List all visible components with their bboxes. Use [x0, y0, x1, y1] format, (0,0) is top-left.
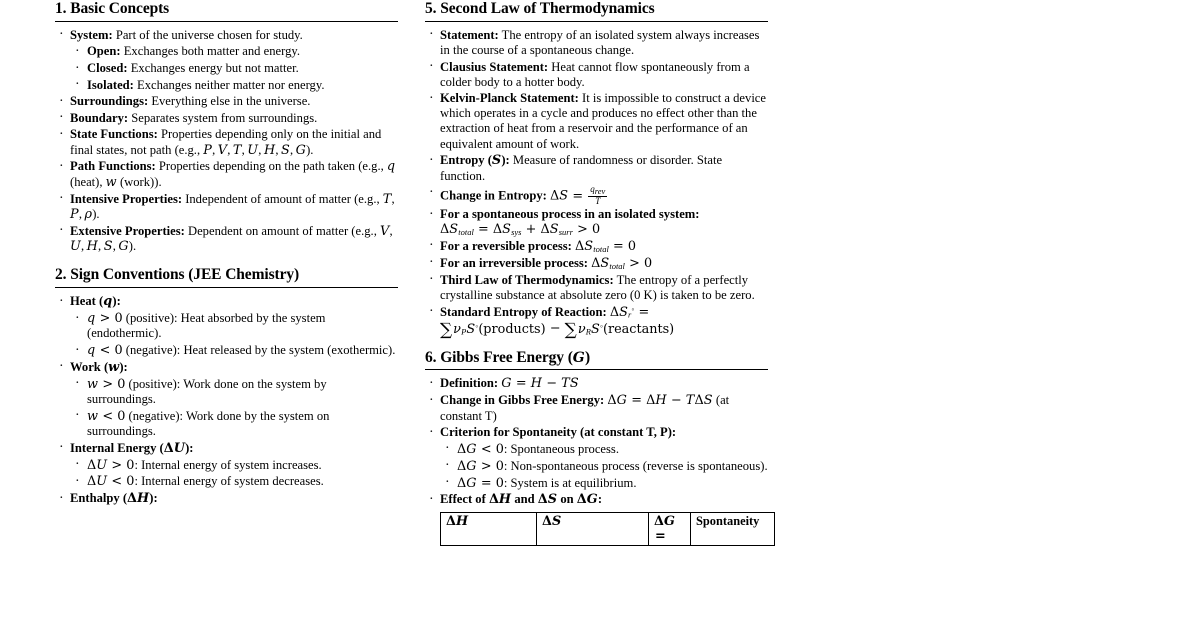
math-var: q	[386, 159, 396, 175]
math-var: T	[685, 393, 695, 409]
item-text: (positive): Work done on the system by surroundings.	[87, 376, 327, 407]
second-law-list	[425, 27, 768, 341]
subscript-sys: sys	[511, 226, 522, 237]
term-label: Boundary:	[70, 110, 129, 125]
comma: ,	[275, 142, 281, 157]
math-var: G	[616, 393, 628, 409]
math-delta: Δ	[607, 393, 617, 409]
term-label: Definition:	[440, 376, 499, 391]
math-var: G	[466, 441, 477, 457]
comma: ,	[389, 223, 396, 238]
item-text: (negative): Work done by the system on surroundings.	[87, 408, 330, 439]
math-var: w	[87, 408, 99, 424]
math-var: S	[547, 492, 558, 508]
comma: ,	[241, 142, 248, 157]
term-label: For a spontaneous process in an isolated system:	[440, 207, 700, 221]
math-minus: −	[546, 376, 557, 392]
math-delta: Δ	[446, 513, 456, 529]
list-item	[70, 474, 398, 489]
superscript-degree: ◦	[599, 320, 603, 331]
list-item	[55, 491, 398, 506]
term-label: Closed:	[87, 61, 128, 76]
item-text: (at constant T)	[440, 393, 730, 423]
math-var: H	[530, 376, 543, 392]
math-relation: >	[111, 457, 123, 473]
term-label: Standard Entropy of Reaction:	[440, 305, 607, 320]
term-label: Heat (q):	[70, 294, 121, 310]
term-label: Intensive Properties:	[70, 191, 183, 206]
math-nu: ν	[577, 321, 586, 337]
math-nu: ν	[453, 321, 462, 337]
section-gibbs-free-energy	[425, 349, 768, 547]
list-item	[70, 311, 398, 341]
item-text: It is impossible to construct a device which operates in a cycle and produces no effect other than the extraction of heat from a reservoir and the performance of an equivalent amount of work.	[440, 91, 766, 151]
item-text: : Non-spontaneous process (reverse is spontaneous).	[503, 458, 768, 473]
math-var: T	[232, 142, 242, 158]
heat-paren: (heat),	[70, 174, 106, 189]
math-var: V	[380, 223, 390, 239]
math-var: S	[559, 188, 569, 204]
math-var: H	[655, 393, 667, 409]
item-text: Properties depending on the path taken (e.g.,	[155, 159, 387, 174]
fraction-denominator: T	[588, 196, 607, 206]
list-item	[70, 44, 398, 59]
math-var: U	[70, 239, 81, 255]
list-item	[55, 360, 398, 439]
math-var: q	[87, 311, 96, 327]
subscript-R: R	[585, 326, 591, 337]
internal-energy-sub-list	[70, 458, 398, 490]
item-text: Heat cannot flow spontaneously from a colder body to a hotter body.	[440, 59, 750, 89]
list-item	[55, 192, 398, 223]
math-relation: <	[480, 441, 492, 457]
term-label: State Functions:	[70, 127, 158, 142]
item-text: Exchanges energy but not matter.	[127, 61, 299, 76]
math-var: S	[491, 153, 502, 169]
math-delta: Δ	[457, 458, 467, 474]
math-plus: +	[525, 222, 537, 238]
math-number: 0	[495, 458, 504, 474]
term-label: For a reversible process:	[440, 238, 572, 253]
term-label: Effect of ΔH and ΔS on ΔG:	[440, 492, 603, 508]
math-state-function-vars: P	[203, 142, 213, 158]
list-item	[70, 61, 398, 76]
spontaneity-sub-list	[440, 442, 768, 491]
math-var: H	[455, 513, 469, 529]
comma: ,	[78, 206, 85, 221]
term-label: Statement:	[440, 27, 499, 42]
gibbs-list	[425, 376, 768, 546]
math-delta: Δ	[87, 457, 97, 473]
math-delta: Δ	[457, 441, 467, 457]
math-var: H	[498, 492, 512, 508]
list-item	[440, 459, 768, 474]
heading-rule	[55, 21, 398, 22]
item-text: Exchanges both matter and energy.	[120, 44, 300, 59]
math-var: H	[263, 142, 276, 158]
item-text: The entropy of a perfectly crystalline substance at absolute zero (0 K) is taken to be zero.	[440, 272, 755, 302]
item-text: : Spontaneous process.	[503, 441, 619, 456]
effect-table	[440, 512, 775, 547]
subscript-total: total	[458, 226, 474, 237]
math-relation: >	[102, 376, 114, 392]
term-label: Kelvin-Planck Statement:	[440, 91, 579, 106]
math-delta: Δ	[457, 475, 467, 491]
section-heading: 5. Second Law of Thermodynamics	[425, 0, 655, 17]
math-relation: =	[572, 188, 584, 204]
math-delta: Δ	[550, 188, 560, 204]
math-delta: Δ	[694, 393, 704, 409]
list-item	[70, 409, 398, 439]
math-var: G	[466, 475, 477, 491]
math-relation: =	[480, 475, 492, 491]
item-text: Everything else in the universe.	[148, 94, 311, 109]
fraction-qrev-over-T	[588, 185, 607, 205]
math-delta: Δ	[163, 440, 174, 456]
math-number: 0	[117, 408, 126, 424]
math-var: U	[96, 474, 108, 490]
math-relation: >	[480, 458, 492, 474]
list-item	[425, 207, 768, 237]
math-var: S	[281, 142, 290, 158]
list-item	[425, 91, 768, 151]
heading-rule	[55, 287, 398, 288]
math-relation: >	[629, 255, 640, 271]
math-var-rho: ρ	[84, 206, 93, 222]
subscript-total: total	[593, 243, 609, 254]
list-item	[55, 127, 398, 157]
list-item	[425, 239, 768, 254]
math-delta: Δ	[492, 222, 503, 238]
math-delta: Δ	[591, 255, 601, 271]
list-item	[55, 441, 398, 490]
comma: ,	[391, 191, 398, 206]
heading-rule	[425, 21, 768, 22]
math-delta: Δ	[575, 238, 585, 254]
math-var: H	[136, 491, 150, 507]
table-header-delta-s	[537, 512, 649, 546]
math-minus: −	[670, 393, 682, 409]
close-paren: ).	[92, 206, 100, 221]
close-paren: ).	[128, 239, 137, 254]
math-delta: Δ	[540, 222, 550, 238]
list-item	[440, 476, 768, 491]
math-var: w	[105, 174, 117, 190]
math-delta: Δ	[542, 513, 552, 529]
system-sub-list	[70, 44, 398, 92]
math-delta: Δ	[646, 393, 656, 409]
heat-sub-list	[70, 311, 398, 358]
item-text: (negative): Heat released by the system (exothermic).	[122, 343, 396, 358]
math-delta: Δ	[609, 305, 620, 321]
math-relation: <	[111, 474, 123, 490]
comma: ,	[112, 239, 119, 254]
term-label: Extensive Properties:	[70, 223, 185, 238]
list-item	[425, 185, 768, 205]
math-relation: >	[99, 311, 111, 327]
math-var: U	[96, 457, 108, 473]
term-label: Entropy (S):	[440, 153, 510, 169]
math-var: S	[619, 305, 629, 321]
term-label: Surroundings:	[70, 94, 149, 109]
math-relation: >	[577, 222, 588, 238]
table-header-row	[441, 512, 775, 546]
list-item	[55, 224, 398, 255]
math-var: P	[70, 206, 79, 222]
and-word: and	[511, 492, 538, 507]
math-var: S	[551, 513, 562, 529]
math-var: S	[103, 239, 113, 255]
math-relation: =	[638, 305, 650, 321]
math-relation: =	[515, 376, 527, 392]
term-label: Internal Energy (ΔU):	[70, 440, 194, 456]
math-relation: =	[655, 529, 666, 545]
list-item	[425, 304, 768, 341]
math-var: G	[118, 239, 129, 255]
item-text: Separates system from surroundings.	[128, 110, 318, 125]
list-item	[55, 159, 398, 190]
section-heading: 6. Gibbs Free Energy (G)	[425, 348, 590, 366]
list-item	[55, 94, 398, 109]
math-var-G: G	[572, 349, 585, 366]
summation-icon: ∑	[564, 320, 577, 341]
section-basic-concepts	[55, 0, 398, 254]
work-paren: (work)).	[116, 174, 162, 189]
math-var: U	[247, 142, 259, 158]
math-number: 0	[495, 475, 504, 491]
math-number: 0	[643, 255, 653, 271]
term-label: Isolated:	[87, 77, 134, 92]
list-item	[55, 294, 398, 358]
math-var: S	[549, 222, 559, 238]
section-heading: 1. Basic Concepts	[55, 0, 170, 17]
item-text: (positive): Heat absorbed by the system (endothermic).	[87, 311, 326, 341]
math-number: 0	[126, 457, 135, 473]
math-number: 0	[114, 311, 123, 327]
math-var: w	[108, 359, 120, 375]
item-text: Properties depending only on the initial and final states, not path (e.g.,	[70, 127, 382, 157]
item-text: Measure of randomness or disorder. State function.	[440, 153, 723, 183]
math-var: TS	[561, 376, 579, 392]
list-item	[425, 28, 768, 58]
subscript-total: total	[609, 260, 625, 271]
math-var: q	[103, 294, 113, 310]
math-delta: Δ	[488, 492, 499, 508]
section-sign-conventions	[55, 266, 398, 506]
list-item	[425, 425, 768, 491]
comma: ,	[81, 239, 87, 254]
superscript-degree: ◦	[631, 304, 635, 315]
list-item	[425, 376, 768, 391]
math-var: T	[382, 191, 392, 207]
comma: ,	[258, 142, 264, 157]
item-text: Dependent on amount of matter (e.g.,	[184, 223, 380, 238]
term-label: Change in Entropy:	[440, 188, 547, 203]
math-var: G	[295, 142, 307, 158]
math-number: 0	[591, 222, 601, 238]
term-label: Criterion for Spontaneity (at constant T, P):	[440, 425, 677, 440]
term-label: Clausius Statement:	[440, 59, 549, 74]
subscript-rev: rev	[594, 186, 606, 196]
right-column	[425, 0, 768, 558]
term-label: Enthalpy (ΔH):	[70, 491, 158, 507]
close-paren: ).	[306, 142, 314, 157]
term-label: Change in Gibbs Free Energy:	[440, 393, 605, 408]
math-delta: Δ	[576, 492, 587, 508]
term-label: Third Law of Thermodynamics:	[440, 272, 614, 287]
term-label: Path Functions:	[70, 159, 156, 174]
math-var: S	[502, 222, 512, 238]
term-label: Open:	[87, 44, 121, 59]
item-text: Exchanges neither matter nor energy.	[133, 77, 325, 92]
list-item	[70, 458, 398, 473]
work-sub-list	[70, 377, 398, 439]
list-item	[55, 28, 398, 93]
math-var: G	[663, 513, 676, 529]
superscript-degree: ◦	[475, 320, 479, 331]
subscript-P: P	[461, 326, 467, 337]
math-relation: =	[612, 238, 624, 254]
math-relation: =	[477, 222, 489, 238]
heading-rule	[425, 369, 768, 370]
term-label: Work (w):	[70, 359, 128, 375]
item-text: : System is at equilibrium.	[503, 475, 637, 490]
math-var: S	[584, 238, 594, 254]
list-item	[425, 153, 768, 183]
math-var: S	[703, 393, 713, 409]
products-label: (products)	[478, 321, 546, 337]
list-item	[440, 442, 768, 457]
math-var: q	[87, 343, 96, 359]
list-item	[55, 111, 398, 126]
item-text: : Internal energy of system increases.	[134, 457, 322, 472]
summation-icon: ∑	[440, 320, 453, 341]
reactants-label: (reactants)	[602, 321, 675, 337]
item-text: : Internal energy of system decreases.	[134, 474, 324, 489]
item-text: The entropy of an isolated system always increases in the course of a spontaneous change.	[440, 27, 760, 57]
math-relation: <	[99, 343, 111, 359]
basic-concepts-list	[55, 28, 398, 255]
table-header-delta-h	[441, 512, 537, 546]
math-delta: Δ	[654, 513, 664, 529]
list-item	[425, 492, 768, 546]
math-number: 0	[114, 343, 123, 359]
fraction-numerator: $q_{rev}$	[590, 184, 606, 196]
term-label: For an irreversible process:	[440, 255, 588, 270]
math-number: 0	[627, 238, 637, 254]
list-item	[70, 377, 398, 407]
math-delta: Δ	[440, 222, 450, 238]
math-var: S	[466, 321, 476, 337]
comma: ,	[227, 142, 233, 157]
item-text: Independent of amount of matter (e.g.,	[182, 191, 383, 206]
math-relation: =	[631, 393, 642, 409]
left-column	[55, 0, 398, 519]
on-word: on	[557, 492, 577, 507]
list-item	[425, 256, 768, 271]
table-header-delta-g	[649, 512, 691, 546]
term-label: System:	[70, 27, 113, 42]
math-relation: <	[102, 408, 114, 424]
math-number: 0	[126, 474, 135, 490]
sign-conventions-list	[55, 294, 398, 506]
comma: ,	[212, 142, 218, 157]
item-text: Part of the universe chosen for study.	[112, 27, 303, 42]
math-var: H	[86, 239, 99, 255]
math-var: G	[466, 458, 477, 474]
math-var: S	[591, 321, 600, 337]
section-second-law	[425, 0, 768, 341]
list-item	[425, 60, 768, 90]
list-item	[425, 393, 768, 423]
math-var: G	[501, 376, 512, 392]
math-var: V	[217, 142, 228, 158]
list-item	[425, 273, 768, 303]
comma: ,	[289, 142, 296, 157]
list-item	[70, 78, 398, 93]
math-var: S	[449, 222, 459, 238]
math-var: U	[173, 440, 186, 456]
math-number: 0	[495, 441, 504, 457]
math-delta: Δ	[537, 492, 548, 508]
list-item	[70, 343, 398, 358]
math-number: 0	[117, 376, 126, 392]
math-delta: Δ	[127, 491, 137, 507]
math-delta: Δ	[87, 474, 97, 490]
math-var: S	[600, 255, 610, 271]
subscript-surr: surr	[558, 226, 573, 237]
section-heading: 2. Sign Conventions (JEE Chemistry)	[55, 266, 300, 284]
subscript-r: r	[628, 310, 632, 321]
table-header-spontaneity: Spontaneity	[691, 512, 775, 546]
comma: ,	[98, 239, 104, 254]
math-minus: −	[549, 321, 561, 337]
math-var: w	[87, 376, 99, 392]
math-var: G	[586, 492, 598, 508]
